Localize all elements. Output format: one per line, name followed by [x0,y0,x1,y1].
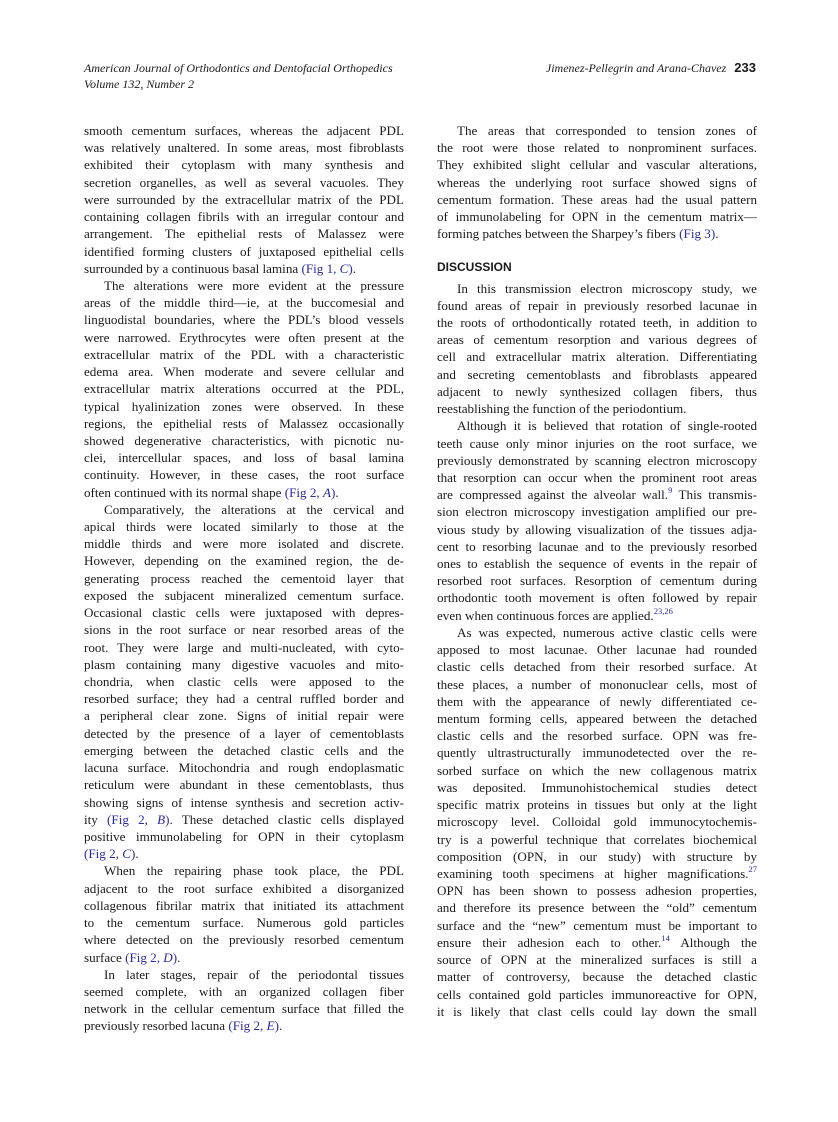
text-run: exhibited their cytoplasm with many synthesis and [84,157,404,173]
text-run: This transmis- [672,487,757,503]
text-line [437,452,757,469]
text-run: typical hyalinization zones were observed. In these [84,398,404,414]
left-column [84,122,404,1035]
text-run: resorbed surface; they had a central ruffled border and [84,691,404,707]
text-run: to the cementum surface. Numerous gold particles [84,915,404,931]
text-line [84,914,404,931]
text-line [437,762,757,779]
text-run: where detected on the previously resorbed cementum [84,932,404,948]
text-line [437,693,757,710]
text-line [437,538,757,555]
text-run: microscopy level. Colloidal gold immunocytochemis- [437,814,757,830]
text-run: When the repairing phase took place, the PDL [104,863,404,879]
text-line [437,314,757,331]
citation-reference[interactable]: 9 [668,485,673,496]
text-line [84,897,404,914]
text-run: sion electron microscopy investigation amplified our pre- [437,504,757,520]
text-run: clastic cells and the resorbed surface. OPN was fre- [437,728,757,744]
text-run: Although the [669,934,757,950]
text-line [84,707,404,724]
text-line [84,690,404,707]
text-run: source of OPN at the mineralized surfaces is still a [437,952,757,968]
text-line [437,676,757,693]
text-run: teeth cause only minor injuries on the root surface, we [437,435,757,451]
text-line [84,949,404,966]
text-run: composition (OPN, in our study) with structure by [437,848,757,864]
text-run: was deposited. Immunohistochemical studies detect [437,779,757,795]
text-run: surface and the “new” cementum must be important to [437,917,757,933]
figure-reference-link[interactable]: ) [330,484,336,500]
text-line [84,466,404,483]
text-run: quently ultrastructurally immunodetected over the re- [437,745,757,761]
text-line [437,710,757,727]
text-line [437,744,757,761]
text-run: edema area. When moderate and severe cellular and [84,364,404,380]
text-run: and therefore its presence between the “old” cementum [437,900,757,916]
citation-reference[interactable]: 27 [748,863,757,874]
text-run: Occasional clastic cells were juxtaposed with depres- [84,605,404,621]
text-run: seemed complete, with an organized collagen fiber [84,983,404,999]
text-line [84,828,404,845]
text-line [437,624,757,641]
text-run: As was expected, numerous active clastic cells were [457,624,757,640]
text-run: network in the cellular cementum surface that filled the [84,1001,404,1017]
text-line [437,917,757,934]
figure-reference-link[interactable]: (Fig 2, [125,949,164,965]
text-run: extracellular matrix of the PDL with a characteristic [84,346,404,362]
text-line [84,277,404,294]
text-line [84,794,404,811]
text-run: root. They were large and multi-nucleated, with cyto- [84,639,404,655]
text-line [437,658,757,675]
paragraph [437,417,757,624]
text-run: . These detached clastic cells displayed [169,811,404,827]
text-line [437,848,757,865]
paragraph [84,862,404,965]
text-run: collagenous fibrilar matrix that initiated its attachment [84,897,404,913]
text-line [84,501,404,518]
text-line [437,831,757,848]
text-line [437,727,757,744]
right-column [437,122,757,1020]
journal-title: American Journal of Orthodontics and Dentofacial Orthopedics [84,61,393,75]
text-run: forming patches between the Sharpey’s fibers [437,226,680,242]
text-line [437,139,757,156]
text-run: previously resorbed lacuna [84,1018,229,1034]
text-run: secretion organelles, as well as several vacuoles. They [84,174,404,190]
text-run: were surrounded by the extracellular matrix of the PDL [84,191,404,207]
text-run: was relatively unaltered. In some areas, most fibroblasts [84,140,404,156]
text-line [84,742,404,759]
text-line [84,380,404,397]
text-run: ones to establish the sequence of events in the repair of [437,556,757,572]
text-line [84,656,404,673]
text-line [84,604,404,621]
figure-reference-link[interactable]: (Fig 2, [107,811,158,827]
discussion-section [437,280,757,1020]
text-run: identified forming clusters of juxtaposed epithelial cells [84,243,404,259]
text-line [84,862,404,879]
text-line [437,191,757,208]
text-line [437,641,757,658]
text-run: . [335,484,339,500]
text-line [437,435,757,452]
text-run: areas of the middle third—ie, at the buccomesial and [84,295,404,311]
text-run: . [177,949,181,965]
text-run: surface [84,949,126,965]
text-run: cells contained gold particles immunoreactive for OPN, [437,986,757,1002]
text-run: smooth cementum surfaces, whereas the adjacent PDL [84,123,404,138]
text-line [437,555,757,572]
text-line [437,899,757,916]
text-run: resorbed root surfaces. Resorption of cementum during [437,573,757,589]
text-run: clei, intercellular spaces, and loss of basal lamina [84,450,404,466]
text-line [437,882,757,899]
text-run: ity [84,811,108,827]
text-line [437,503,757,520]
paragraph [437,624,757,1020]
text-run: orthodontic tooth movement is often followed by repair [437,590,757,606]
text-line [84,329,404,346]
text-line [437,865,757,882]
text-run: these places, a number of mononuclear cells, most of [437,676,757,692]
text-line [437,156,757,173]
text-run: previously demonstrated by scanning electron microscopy [437,452,757,468]
text-line [437,951,757,968]
figure-panel-link[interactable]: E [266,1018,275,1034]
text-line [437,297,757,314]
text-line [437,400,757,417]
text-run: . [135,846,139,862]
figure-panel-link[interactable]: A [322,484,331,500]
paragraph [84,122,404,277]
text-run: . [715,226,719,242]
text-line [437,208,757,225]
text-line [84,518,404,535]
text-line [437,122,757,139]
text-line [84,983,404,1000]
text-run: continuity. However, in these cases, the root surface [84,467,404,483]
text-line [437,348,757,365]
figure-panel-link[interactable]: D [163,949,173,965]
text-line [84,1017,404,1034]
text-run: even when continuous forces are applied. [437,607,654,623]
text-line [437,934,757,951]
text-line [84,346,404,363]
text-run: whereas the underlying root surface showed signs of [437,174,757,190]
text-run: reticulum were abundant in these cementoblasts, thus [84,777,404,793]
text-line [84,484,404,501]
text-line [84,225,404,242]
text-line [437,968,757,985]
text-line [437,366,757,383]
text-line [437,572,757,589]
paragraph [84,501,404,863]
text-run: mentum forming cells, appeared between the detached [437,711,757,726]
text-line [84,776,404,793]
text-line [84,621,404,638]
text-line [84,156,404,173]
text-run: regions, the epithelial rests of Malassez occasionally [84,415,404,431]
article-authors: Jimenez-Pellegrin and Arana-Chavez [545,61,727,75]
paragraph [437,280,757,418]
figure-panel-link[interactable]: B [157,811,166,827]
text-run: apposed to most lacunae. Other lacunae had rounded [437,642,757,658]
text-line [437,383,757,400]
results-continued [437,122,757,243]
text-line [437,589,757,606]
text-run: are compressed against the alveolar wall. [437,487,669,503]
text-line [84,880,404,897]
text-run: exposed the subjacent mineralized cementum surface. [84,587,404,603]
text-run: it is likely that clast cells could lay down the small [437,1003,757,1019]
text-run: Comparatively, the alterations at the cervical and [104,501,404,517]
text-run: plasm containing many digestive vacuoles and mito- [84,656,404,672]
text-run: surrounded by a continuous basal lamina [84,260,302,276]
figure-reference-link[interactable]: (Fig 2, [84,846,123,862]
text-run: adjacent to the root surface exhibited a disorganized [84,880,404,896]
text-run: In later stages, repair of the periodontal tissues [104,966,404,982]
text-run: cent to resorbing lacunae and to the previously resorbed [437,538,757,554]
text-line [437,174,757,191]
text-line [84,294,404,311]
text-run: vious study by allowing visualization of the tissues adja- [437,521,757,537]
text-line [84,311,404,328]
text-run: ensure their adhesion each to other. [437,934,662,950]
text-line [84,415,404,432]
text-line [437,417,757,434]
text-run: extracellular matrix alterations occurred at the PDL, [84,381,404,397]
text-run: examining tooth specimens at higher magnifications. [437,865,749,881]
text-line [437,1003,757,1020]
text-line [84,759,404,776]
text-line [84,260,404,277]
text-run: sions in the root surface or near resorbed areas of the [84,622,404,638]
text-line [84,725,404,742]
text-line [84,931,404,948]
figure-reference-link[interactable]: ) [348,260,353,276]
text-line [84,673,404,690]
running-header-right [546,60,756,76]
text-line [84,449,404,466]
text-line [84,639,404,656]
text-run: . [352,260,357,276]
page-number: 233 [734,60,756,75]
text-run: apical thirds were located similarly to those at the [84,519,404,535]
text-run: emerging between the detached clastic cells and the [84,742,404,758]
paragraph [84,277,404,501]
figure-reference-link[interactable]: (Fig 1, [301,260,340,276]
text-run: and secreting cementoblasts and fibroblasts appeared [437,366,757,382]
text-line [84,243,404,260]
figure-reference-link[interactable]: (Fig 2, [228,1018,267,1034]
figure-reference-link[interactable]: (Fig 2, [284,484,323,500]
journal-volume: Volume 132, Number 2 [84,77,194,91]
text-run: positive immunolabeling for OPN in their cytoplasm [84,828,404,844]
text-run: detected by the presence of a layer of cementoblasts [84,725,404,741]
text-line [437,796,757,813]
text-run: containing collagen fibrils with an irregular contour and [84,209,404,225]
text-run: showed degenerative characteristics, with picnotic nu- [84,432,404,448]
text-run: In this transmission electron microscopy study, we [457,280,757,296]
text-run: adjacent to newly synthesized collagen fibers, thus [437,383,757,399]
text-line [84,570,404,587]
text-run: generating process reached the cementoid layer that [84,570,404,586]
text-line [84,811,404,828]
figure-reference-link[interactable]: (Fig 3) [679,226,716,242]
text-line [84,966,404,983]
text-line [437,486,757,503]
text-line [437,813,757,830]
text-line [437,469,757,486]
text-run: try is a powerful technique that correlates biochemical [437,831,757,847]
text-run: . [278,1018,283,1034]
text-run: sorbed surface on which the new collagenous matrix [437,762,757,778]
text-run: showing signs of intense synthesis and secretion activ- [84,794,404,810]
text-line [84,191,404,208]
text-line [84,174,404,191]
text-run: the root were those related to nonprominent surfaces. [437,140,757,156]
paragraph [437,122,757,243]
text-line [437,986,757,1003]
figure-panel-link[interactable]: C [339,260,349,276]
text-run: arrangement. The epithelial rests of Malassez were [84,226,404,242]
text-run: middle thirds and were more isolated and discrete. [84,536,404,552]
figure-reference-link[interactable]: ) [165,811,170,827]
text-line [84,363,404,380]
text-run: that resorption can occur when the prominent root areas [437,469,757,485]
paragraph [84,966,404,1035]
text-run: lacuna surface. Mitochondria and rough endoplasmatic [84,760,404,776]
text-run: often continued with its normal shape [84,484,285,500]
text-line [84,139,404,156]
text-run: areas of cementum resorption and various degrees of [437,332,757,348]
text-run: The alterations were more evident at the pressure [104,277,404,293]
text-run: chondria, when clastic cells were apposed to the [84,674,404,689]
citation-reference[interactable]: 14 [661,932,670,943]
text-run: The areas that corresponded to tension zones of [457,123,757,138]
running-header-left [84,60,393,92]
text-line [84,432,404,449]
text-run: a peripheral clear zone. Signs of initial repair were [84,708,404,724]
text-line [84,208,404,225]
text-run: specific matrix proteins in tissues but only at the light [437,797,757,813]
text-run: matter of controversy, because the detached clastic [437,969,757,985]
text-line [84,552,404,569]
text-run: Although it is believed that rotation of single-rooted [457,418,757,434]
text-run: the roots of orthodontically rotated teeth, in addition to [437,314,757,330]
text-line [84,535,404,552]
text-line [437,607,757,624]
text-run: them with the appearance of newly differentiated ce- [437,693,757,709]
text-line [437,331,757,348]
text-line [437,779,757,796]
figure-reference-link[interactable]: ) [274,1018,279,1034]
text-line [437,280,757,297]
text-line [437,225,757,242]
text-line [84,587,404,604]
text-line [437,521,757,538]
text-run: cementum formation. These areas had the usual pattern [437,191,757,207]
text-run: OPN has been shown to possess adhesion properties, [437,883,757,899]
text-run: of immunolabeling for OPN in the cementum matrix— [437,209,757,225]
text-line [84,1000,404,1017]
text-run: However, depending on the examined region, the de- [84,553,404,569]
text-run: found areas of repair in previously resorbed lacunae in [437,297,757,313]
text-run: They exhibited slight cellular and vascular alterations, [437,157,757,173]
text-run: were narrowed. Erythrocytes were often present at the [84,329,404,345]
text-run: linguodistal boundaries, where the PDL’s blood vessels [84,312,404,328]
text-run: reestablishing the function of the periodontium. [437,401,687,417]
text-line [84,398,404,415]
text-line [84,845,404,862]
text-run: cell and extracellular matrix alteration. Differentiating [437,349,757,365]
citation-reference[interactable]: 23,26 [653,605,673,616]
figure-reference-link[interactable]: ) [130,846,136,862]
section-heading-discussion: DISCUSSION [437,259,512,274]
text-line [84,122,404,139]
text-run: clastic cells detached from their resorbed surface. At [437,659,757,675]
figure-panel-link[interactable]: C [122,846,131,862]
figure-reference-link[interactable]: ) [172,949,178,965]
